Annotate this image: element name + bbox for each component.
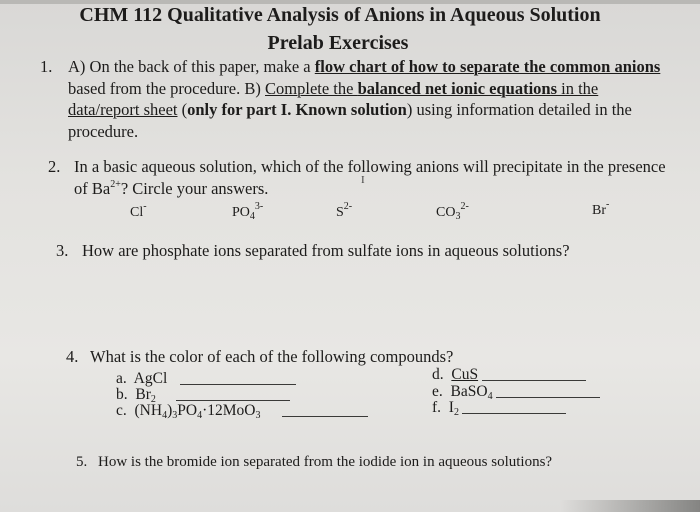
q1-balanced: balanced net ionic equations xyxy=(357,78,557,98)
question-text: What is the color of each of the following compounds? xyxy=(90,347,454,366)
question-text: How are phosphate ions separated from sulfate ions in aqueous solutions? xyxy=(82,241,570,260)
q1-based: based from the procedure. B) xyxy=(68,78,266,98)
text-cursor-icon: I xyxy=(361,174,365,186)
anion-base: S xyxy=(336,205,344,220)
q1-only-part: only for part I. Known solution xyxy=(187,100,407,119)
q1-complete: Complete the xyxy=(265,78,358,98)
q1-flow-chart-phrase: flow chart of how to separate the common anions xyxy=(314,57,661,76)
q1-part-a: A) On the back of this paper, make a xyxy=(68,57,315,76)
item-letter: c. xyxy=(116,402,127,419)
q1-datasheet: data/report sheet xyxy=(68,100,178,119)
anion-choice-carbonate[interactable] xyxy=(436,201,469,222)
anion-choice-sulfide[interactable] xyxy=(336,201,353,221)
answer-blank-b[interactable] xyxy=(176,400,290,401)
answer-blank-f[interactable] xyxy=(462,413,566,414)
q1-procedure: procedure. xyxy=(68,121,139,141)
item-c xyxy=(116,402,260,420)
anion-subscript: 3 xyxy=(455,211,461,222)
answer-blank-a[interactable] xyxy=(180,384,296,385)
page-subtitle: Prelab Exercises xyxy=(267,32,409,54)
question-text xyxy=(68,56,698,142)
item-compound: CuS xyxy=(451,366,479,383)
q2-ba-charge: 2+ xyxy=(110,178,121,190)
item-d xyxy=(432,366,478,384)
anion-choice-bromide[interactable] xyxy=(592,199,610,219)
question-number: 2. xyxy=(48,157,61,176)
item-compound: $(NH_4)_3PO_4\cdot 12MoO_3$ xyxy=(134,402,261,421)
anion-subscript: 4 xyxy=(249,211,255,222)
question-text xyxy=(74,156,694,199)
anion-charge: - xyxy=(606,199,610,210)
q2-line-1: In a basic aqueous solution, which of the following anions will precipitate in the presence xyxy=(74,157,666,176)
q2-line-2-pre: of Ba xyxy=(74,178,111,198)
anion-choice-phosphate[interactable] xyxy=(232,201,264,222)
item-compound: AgCl xyxy=(133,370,168,387)
q1-complete-phrase xyxy=(265,79,598,98)
q1-paren-close: ) using information detailed in the xyxy=(406,100,632,119)
item-letter: a. xyxy=(116,370,127,387)
q2-line-2-post: ? Circle your answers. xyxy=(120,178,269,198)
item-compound: $I_2$ xyxy=(448,399,459,418)
answer-blank-c[interactable] xyxy=(282,416,368,417)
answer-blank-d[interactable] xyxy=(482,380,586,381)
anion-charge: - xyxy=(143,201,147,212)
page-corner-shadow xyxy=(560,500,700,512)
item-f xyxy=(432,399,459,417)
question-number: 1. xyxy=(40,57,53,76)
item-compound: BaSO$_4$ xyxy=(450,383,493,402)
item-letter: b. xyxy=(116,386,128,403)
item-letter: e. xyxy=(432,383,443,400)
q1-paren-open: ( xyxy=(177,100,188,119)
anion-charge: 3- xyxy=(254,201,264,212)
anion-base: PO xyxy=(232,205,250,220)
item-compound: $Br_2$ xyxy=(135,386,156,405)
page-title: CHM 112 Qualitative Analysis of Anions in Aqueous Solution xyxy=(79,4,601,26)
question-number: 3. xyxy=(56,241,69,260)
anion-choice-chloride[interactable] xyxy=(130,201,147,221)
answer-blank-e[interactable] xyxy=(496,397,600,398)
anion-base: Cl xyxy=(130,205,144,220)
q1-in-the: in the xyxy=(557,78,599,98)
anion-base: Br xyxy=(592,203,606,218)
anion-charge: 2- xyxy=(343,201,353,212)
anion-base: CO xyxy=(436,205,456,220)
question-number: 4. xyxy=(66,347,79,366)
item-letter: f. xyxy=(432,399,442,416)
item-letter: d. xyxy=(432,366,444,383)
anion-charge: 2- xyxy=(460,201,469,212)
question-number: 5. xyxy=(76,454,88,470)
question-text: How is the bromide ion separated from the iodide ion in aqueous solutions? xyxy=(98,454,553,470)
